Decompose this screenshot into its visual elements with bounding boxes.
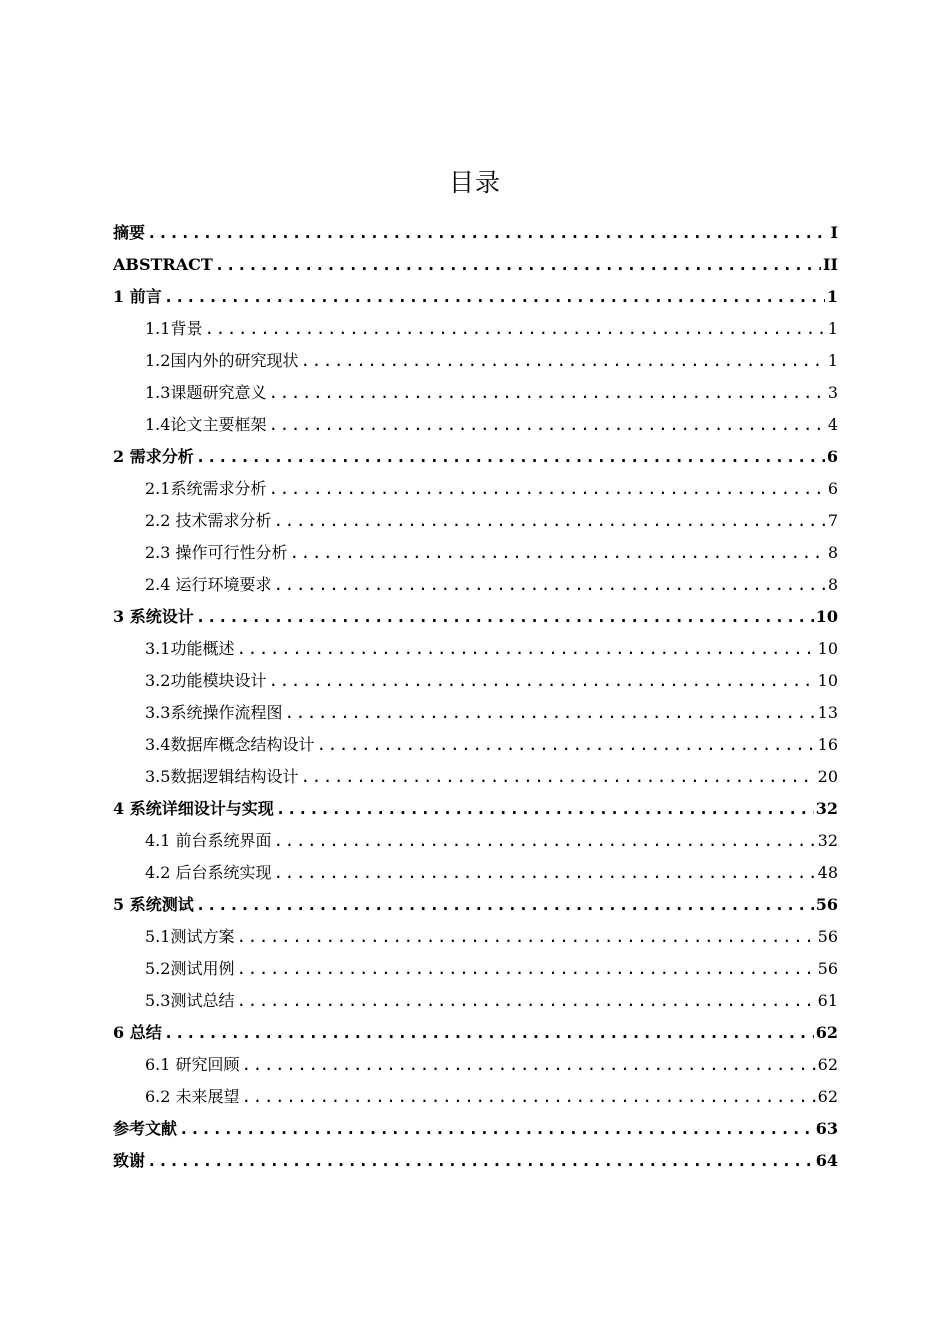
- toc-dot-leader: [147, 1145, 814, 1177]
- toc-entry-label: 6.2 未来展望: [145, 1087, 240, 1106]
- toc-dot-leader: [300, 761, 815, 793]
- toc-entry-label: 1.1背景: [145, 319, 203, 338]
- toc-dot-leader: [236, 633, 815, 665]
- toc-entry-page-number: 32: [817, 831, 838, 850]
- toc-entry[interactable]: [113, 825, 838, 857]
- toc-entry-label: 1.4论文主要框架: [145, 415, 267, 434]
- toc-dot-leader: [276, 793, 814, 825]
- toc-entry-label: 5.3测试总结: [145, 991, 235, 1010]
- toc-entry-label: 3.1功能概述: [145, 639, 235, 658]
- toc-entry-page-number: 8: [827, 543, 838, 562]
- toc-entry[interactable]: [113, 537, 838, 569]
- toc-dot-leader: [268, 665, 815, 697]
- toc-entry-page-number: 32: [815, 799, 838, 818]
- toc-entry[interactable]: [113, 281, 838, 313]
- toc-entry-label: 3.2功能模块设计: [145, 671, 267, 690]
- toc-dot-leader: [164, 281, 825, 313]
- toc-entry[interactable]: [113, 953, 838, 985]
- toc-entry-label: 2.2 技术需求分析: [145, 511, 272, 530]
- toc-dot-leader: [204, 313, 825, 345]
- toc-entry[interactable]: [113, 473, 838, 505]
- toc-dot-leader: [268, 473, 825, 505]
- toc-entry-label: 1.2国内外的研究现状: [145, 351, 299, 370]
- toc-entry-label: 4.2 后台系统实现: [145, 863, 272, 882]
- toc-entry-label: 2.4 运行环境要求: [145, 575, 272, 594]
- toc-entry-page-number: 8: [827, 575, 838, 594]
- toc-dot-leader: [236, 953, 815, 985]
- toc-entry-page-number: 56: [817, 927, 838, 946]
- toc-entry-page-number: 1: [827, 319, 838, 338]
- toc-entry-label: 6.1 研究回顾: [145, 1055, 240, 1074]
- toc-entry-page-number: 13: [817, 703, 838, 722]
- toc-entry-label: 4.1 前台系统界面: [145, 831, 272, 850]
- toc-entry-page-number: 62: [815, 1023, 838, 1042]
- toc-entry[interactable]: [113, 345, 838, 377]
- toc-entry[interactable]: [113, 1081, 838, 1113]
- toc-entry[interactable]: [113, 377, 838, 409]
- toc-entry[interactable]: [113, 217, 838, 249]
- toc-dot-leader: [179, 1113, 814, 1145]
- toc-entry-page-number: 62: [817, 1055, 838, 1074]
- toc-entry-page-number: 10: [817, 639, 838, 658]
- toc-entry[interactable]: [113, 921, 838, 953]
- toc-entry[interactable]: [113, 505, 838, 537]
- toc-entry-label: 致谢: [113, 1151, 146, 1170]
- toc-dot-leader: [274, 569, 826, 601]
- toc-dot-leader: [236, 921, 815, 953]
- toc-entry-page-number: 6: [827, 479, 838, 498]
- toc-entry-page-number: II: [823, 255, 838, 274]
- toc-entry-label: 1 前言: [113, 287, 162, 306]
- toc-entry[interactable]: [113, 665, 838, 697]
- toc-dot-leader: [236, 985, 815, 1017]
- toc-entry[interactable]: [113, 729, 838, 761]
- toc-entry-page-number: I: [830, 223, 838, 242]
- toc-entry[interactable]: [113, 569, 838, 601]
- toc-entry[interactable]: [113, 601, 838, 633]
- toc-entry-page-number: 63: [815, 1119, 838, 1138]
- toc-entry[interactable]: [113, 1049, 838, 1081]
- toc-entry-page-number: 20: [817, 767, 838, 786]
- toc-entry-label: 1.3课题研究意义: [145, 383, 267, 402]
- toc-entry-label: 2.1系统需求分析: [145, 479, 267, 498]
- toc-entry-page-number: 16: [817, 735, 838, 754]
- toc-dot-leader: [196, 889, 814, 921]
- toc-entry[interactable]: [113, 889, 838, 921]
- toc-entry-label: 摘要: [113, 223, 146, 242]
- toc-dot-leader: [268, 377, 825, 409]
- toc-entry[interactable]: [113, 857, 838, 889]
- toc-dot-leader: [268, 409, 825, 441]
- toc-entry-page-number: 10: [817, 671, 838, 690]
- page-title: 目录: [448, 167, 501, 197]
- toc-entry-page-number: 62: [817, 1087, 838, 1106]
- toc-entry[interactable]: [113, 1113, 838, 1145]
- toc-dot-leader: [215, 249, 821, 281]
- toc-entry[interactable]: [113, 249, 838, 281]
- toc-entry-label: 4 系统详细设计与实现: [113, 799, 274, 818]
- toc-entry-page-number: 64: [815, 1151, 838, 1170]
- toc-entry[interactable]: [113, 985, 838, 1017]
- toc-entry-label: 3.3系统操作流程图: [145, 703, 283, 722]
- toc-dot-leader: [274, 825, 816, 857]
- toc-entry-page-number: 4: [827, 415, 838, 434]
- toc-entry-label: 5 系统测试: [113, 895, 194, 914]
- toc-entry-page-number: 10: [815, 607, 838, 626]
- toc-dot-leader: [284, 697, 815, 729]
- toc-dot-leader: [290, 537, 826, 569]
- toc-dot-leader: [196, 441, 825, 473]
- toc-entry-page-number: 7: [827, 511, 838, 530]
- toc-entry[interactable]: [113, 761, 838, 793]
- toc-dot-leader: [147, 217, 829, 249]
- toc-entry[interactable]: [113, 313, 838, 345]
- toc-dot-leader: [164, 1017, 814, 1049]
- toc-entry[interactable]: [113, 793, 838, 825]
- toc-entry-label: ABSTRACT: [113, 255, 213, 274]
- toc-entry-label: 6 总结: [113, 1023, 162, 1042]
- toc-entry-page-number: 56: [815, 895, 838, 914]
- toc-entry-label: 5.2测试用例: [145, 959, 235, 978]
- toc-entry-page-number: 1: [826, 287, 838, 306]
- toc-dot-leader: [242, 1081, 816, 1113]
- toc-entry-label: 参考文献: [113, 1119, 178, 1138]
- toc-entry-label: 3.5数据逻辑结构设计: [145, 767, 299, 786]
- toc-entry-label: 3.4数据库概念结构设计: [145, 735, 315, 754]
- toc-entry-label: 2.3 操作可行性分析: [145, 543, 288, 562]
- toc-dot-leader: [300, 345, 825, 377]
- toc-dot-leader: [274, 857, 816, 889]
- toc-entry-label: 2 需求分析: [113, 447, 194, 466]
- toc-entry[interactable]: [113, 633, 838, 665]
- toc-entry-page-number: 48: [817, 863, 838, 882]
- toc-dot-leader: [274, 505, 826, 537]
- toc-dot-leader: [242, 1049, 816, 1081]
- toc-entry[interactable]: [113, 409, 838, 441]
- toc-entry-label: 3 系统设计: [113, 607, 194, 626]
- toc-entry-page-number: 1: [827, 351, 838, 370]
- toc-dot-leader: [316, 729, 815, 761]
- toc-entry[interactable]: [113, 441, 838, 473]
- toc-entry[interactable]: [113, 697, 838, 729]
- toc-entry-page-number: 6: [826, 447, 838, 466]
- toc-entry-page-number: 61: [817, 991, 838, 1010]
- toc-entry[interactable]: [113, 1017, 838, 1049]
- toc-entry-page-number: 3: [827, 383, 838, 402]
- toc-entry[interactable]: [113, 1145, 838, 1177]
- toc-entry-label: 5.1测试方案: [145, 927, 235, 946]
- table-of-contents: [113, 217, 838, 1177]
- toc-entry-page-number: 56: [817, 959, 838, 978]
- toc-dot-leader: [196, 601, 814, 633]
